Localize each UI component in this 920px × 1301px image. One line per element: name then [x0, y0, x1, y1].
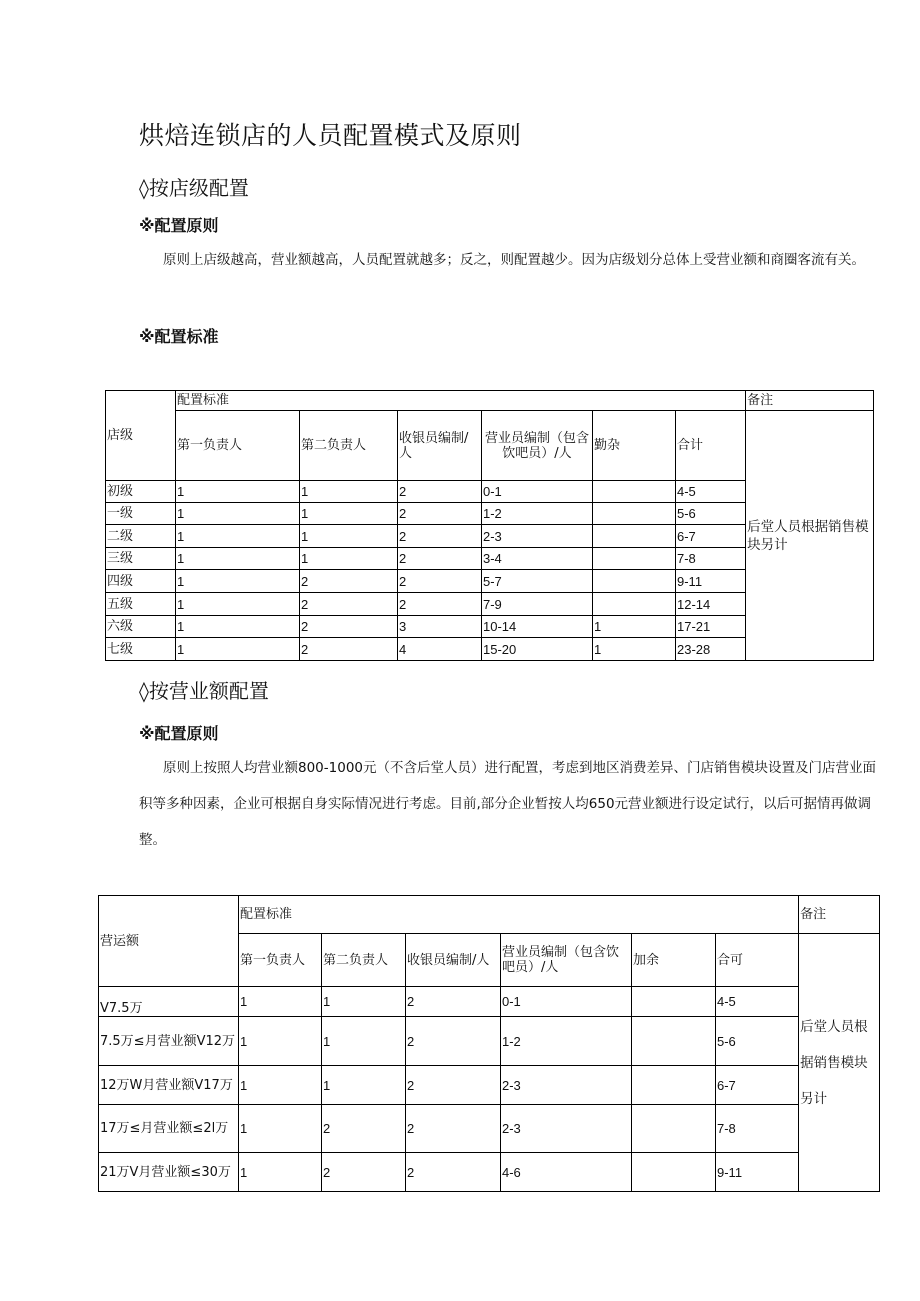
- t1-cell: 10-14: [482, 616, 593, 638]
- t2-cell: [632, 1153, 716, 1192]
- section1-standard-heading: ※配置标准: [139, 327, 219, 346]
- t1-level: 二级: [106, 525, 176, 548]
- t1-cell: [593, 570, 676, 593]
- t1-cell: [593, 503, 676, 525]
- t1-cell: 1: [300, 548, 398, 570]
- t1-cell: 2: [300, 593, 398, 616]
- t2-cell: 2: [322, 1105, 406, 1153]
- t1-col-3: 收银员编制/人: [398, 411, 482, 481]
- t2-cell: 1: [239, 1066, 322, 1105]
- t2-level: V7.5万: [99, 987, 239, 1017]
- t1-cell: 1: [300, 481, 398, 503]
- t1-cell: 1: [300, 503, 398, 525]
- table-row: [99, 1153, 880, 1192]
- t2-cell: [632, 1066, 716, 1105]
- t2-header-group: 配置标准: [239, 896, 799, 934]
- t2-level: 7.5万≤月营业额V12万: [99, 1017, 239, 1066]
- t1-level: 六级: [106, 616, 176, 638]
- t2-cell: 2: [322, 1153, 406, 1192]
- t1-cell: 4: [398, 638, 482, 661]
- t2-level: 17万≤月营业额≤2l万: [99, 1105, 239, 1153]
- t2-cell: 5-6: [716, 1017, 799, 1066]
- t1-col-4: 营业员编制（包含饮吧员）/人: [482, 411, 593, 481]
- t1-cell: 0-1: [482, 481, 593, 503]
- t1-cell: 2: [398, 503, 482, 525]
- t1-cell: 1: [176, 525, 300, 548]
- t2-cell: 0-1: [501, 987, 632, 1017]
- t2-cell: 4-5: [716, 987, 799, 1017]
- t2-cell: 1: [322, 1066, 406, 1105]
- section1-heading: ◊按店级配置: [139, 176, 249, 200]
- t1-cell: 1: [176, 638, 300, 661]
- table-row: [99, 1066, 880, 1105]
- t2-cell: 2: [406, 987, 501, 1017]
- t1-note: 后堂人员根据销售模块另计: [746, 411, 874, 661]
- t1-cell: 23-28: [676, 638, 746, 661]
- t1-cell: 1: [176, 548, 300, 570]
- t1-header-level: 店级: [106, 391, 176, 481]
- section2-principle-heading: ※配置原则: [139, 724, 219, 743]
- t1-cell: 2: [398, 570, 482, 593]
- t2-cell: [632, 1105, 716, 1153]
- t2-header-note: 备注: [799, 896, 880, 934]
- t1-cell: 2-3: [482, 525, 593, 548]
- t1-cell: 5-6: [676, 503, 746, 525]
- t2-cell: 2: [406, 1017, 501, 1066]
- store-level-table: [105, 390, 874, 661]
- t1-col-6: 合计: [676, 411, 746, 481]
- t1-cell: [593, 481, 676, 503]
- t1-level: 三级: [106, 548, 176, 570]
- t1-cell: 2: [398, 481, 482, 503]
- t1-level: 七级: [106, 638, 176, 661]
- t1-cell: 9-11: [676, 570, 746, 593]
- t2-cell: 1: [239, 987, 322, 1017]
- t1-cell: 2: [398, 593, 482, 616]
- t1-level: 一级: [106, 503, 176, 525]
- t1-cell: 12-14: [676, 593, 746, 616]
- t1-cell: 3: [398, 616, 482, 638]
- table-row: [99, 1105, 880, 1153]
- t1-cell: 7-8: [676, 548, 746, 570]
- t2-cell: 2: [406, 1153, 501, 1192]
- table-row: [99, 1017, 880, 1066]
- page-title: 烘焙连锁店的人员配置模式及原则: [139, 121, 522, 150]
- t2-header-level: 营运额: [99, 896, 239, 987]
- t2-level: 21万V月营业额≤30万: [99, 1153, 239, 1192]
- t1-cell: 2: [300, 570, 398, 593]
- t1-cell: 1: [176, 503, 300, 525]
- t1-cell: 1: [593, 616, 676, 638]
- section2-heading: ◊按营业额配置: [139, 679, 269, 703]
- t1-level: 五级: [106, 593, 176, 616]
- t2-note: 后堂人员根据销售模块另计: [799, 934, 880, 1192]
- t2-cell: 2: [406, 1066, 501, 1105]
- t2-cell: 2-3: [501, 1105, 632, 1153]
- t1-cell: 1: [176, 481, 300, 503]
- t2-cell: 4-6: [501, 1153, 632, 1192]
- t2-col-6: 合可: [716, 934, 799, 987]
- t1-col-2: 第二负责人: [300, 411, 398, 481]
- t1-level: 四级: [106, 570, 176, 593]
- t2-cell: 1: [322, 1017, 406, 1066]
- t1-cell: [593, 593, 676, 616]
- t2-col-2: 第二负责人: [322, 934, 406, 987]
- t2-cell: 6-7: [716, 1066, 799, 1105]
- t2-cell: 1: [239, 1105, 322, 1153]
- t1-cell: [593, 548, 676, 570]
- t2-cell: [632, 987, 716, 1017]
- t2-col-5: 加余: [632, 934, 716, 987]
- t2-cell: [632, 1017, 716, 1066]
- t1-cell: 17-21: [676, 616, 746, 638]
- t2-col-1: 第一负责人: [239, 934, 322, 987]
- t1-col-5: 勤杂: [593, 411, 676, 481]
- section1-principle-heading: ※配置原则: [139, 216, 219, 235]
- t1-cell: 2: [300, 616, 398, 638]
- t1-cell: 6-7: [676, 525, 746, 548]
- t2-cell: 1: [239, 1153, 322, 1192]
- revenue-table: [98, 895, 880, 1192]
- t1-cell: 5-7: [482, 570, 593, 593]
- t2-col-4: 营业员编制（包含饮吧员）/人: [501, 934, 632, 987]
- table-row: [99, 987, 880, 1017]
- t1-cell: 1: [176, 570, 300, 593]
- t2-cell: 2: [406, 1105, 501, 1153]
- t1-header-group: 配置标准: [176, 391, 746, 411]
- t1-cell: 3-4: [482, 548, 593, 570]
- t1-level: 初级: [106, 481, 176, 503]
- t1-col-1: 第一负责人: [176, 411, 300, 481]
- t1-cell: 1: [176, 616, 300, 638]
- t2-cell: 7-8: [716, 1105, 799, 1153]
- t2-cell: 2-3: [501, 1066, 632, 1105]
- t1-cell: 1-2: [482, 503, 593, 525]
- t2-cell: 1-2: [501, 1017, 632, 1066]
- t2-cell: 1: [322, 987, 406, 1017]
- t1-cell: 1: [593, 638, 676, 661]
- t1-cell: 2: [300, 638, 398, 661]
- section2-principle-text: 原则上按照人均营业额800-1000元（不含后堂人员）进行配置，考虑到地区消费差异、门店销售模块设置及门店营业面积等多种因素，企业可根据自身实际情况进行考虑。目前,部分企业暂按人均650元营业额进行设定试行，以后可据情再做调整。: [139, 760, 876, 848]
- t1-cell: [593, 525, 676, 548]
- t2-level: 12万W月营业额V17万: [99, 1066, 239, 1105]
- t1-cell: 7-9: [482, 593, 593, 616]
- t2-col-3: 收银员编制/人: [406, 934, 501, 987]
- t1-cell: 1: [176, 593, 300, 616]
- t1-cell: 4-5: [676, 481, 746, 503]
- t1-cell: 2: [398, 548, 482, 570]
- t2-cell: 9-11: [716, 1153, 799, 1192]
- t1-cell: 15-20: [482, 638, 593, 661]
- t1-cell: 2: [398, 525, 482, 548]
- section1-principle-text: 原则上店级越高，营业额越高，人员配置就越多；反之，则配置越少。因为店级划分总体上受营业额和商圈客流有关。: [163, 252, 865, 268]
- t1-header-note: 备注: [746, 391, 874, 411]
- t2-cell: 1: [239, 1017, 322, 1066]
- t1-cell: 1: [300, 525, 398, 548]
